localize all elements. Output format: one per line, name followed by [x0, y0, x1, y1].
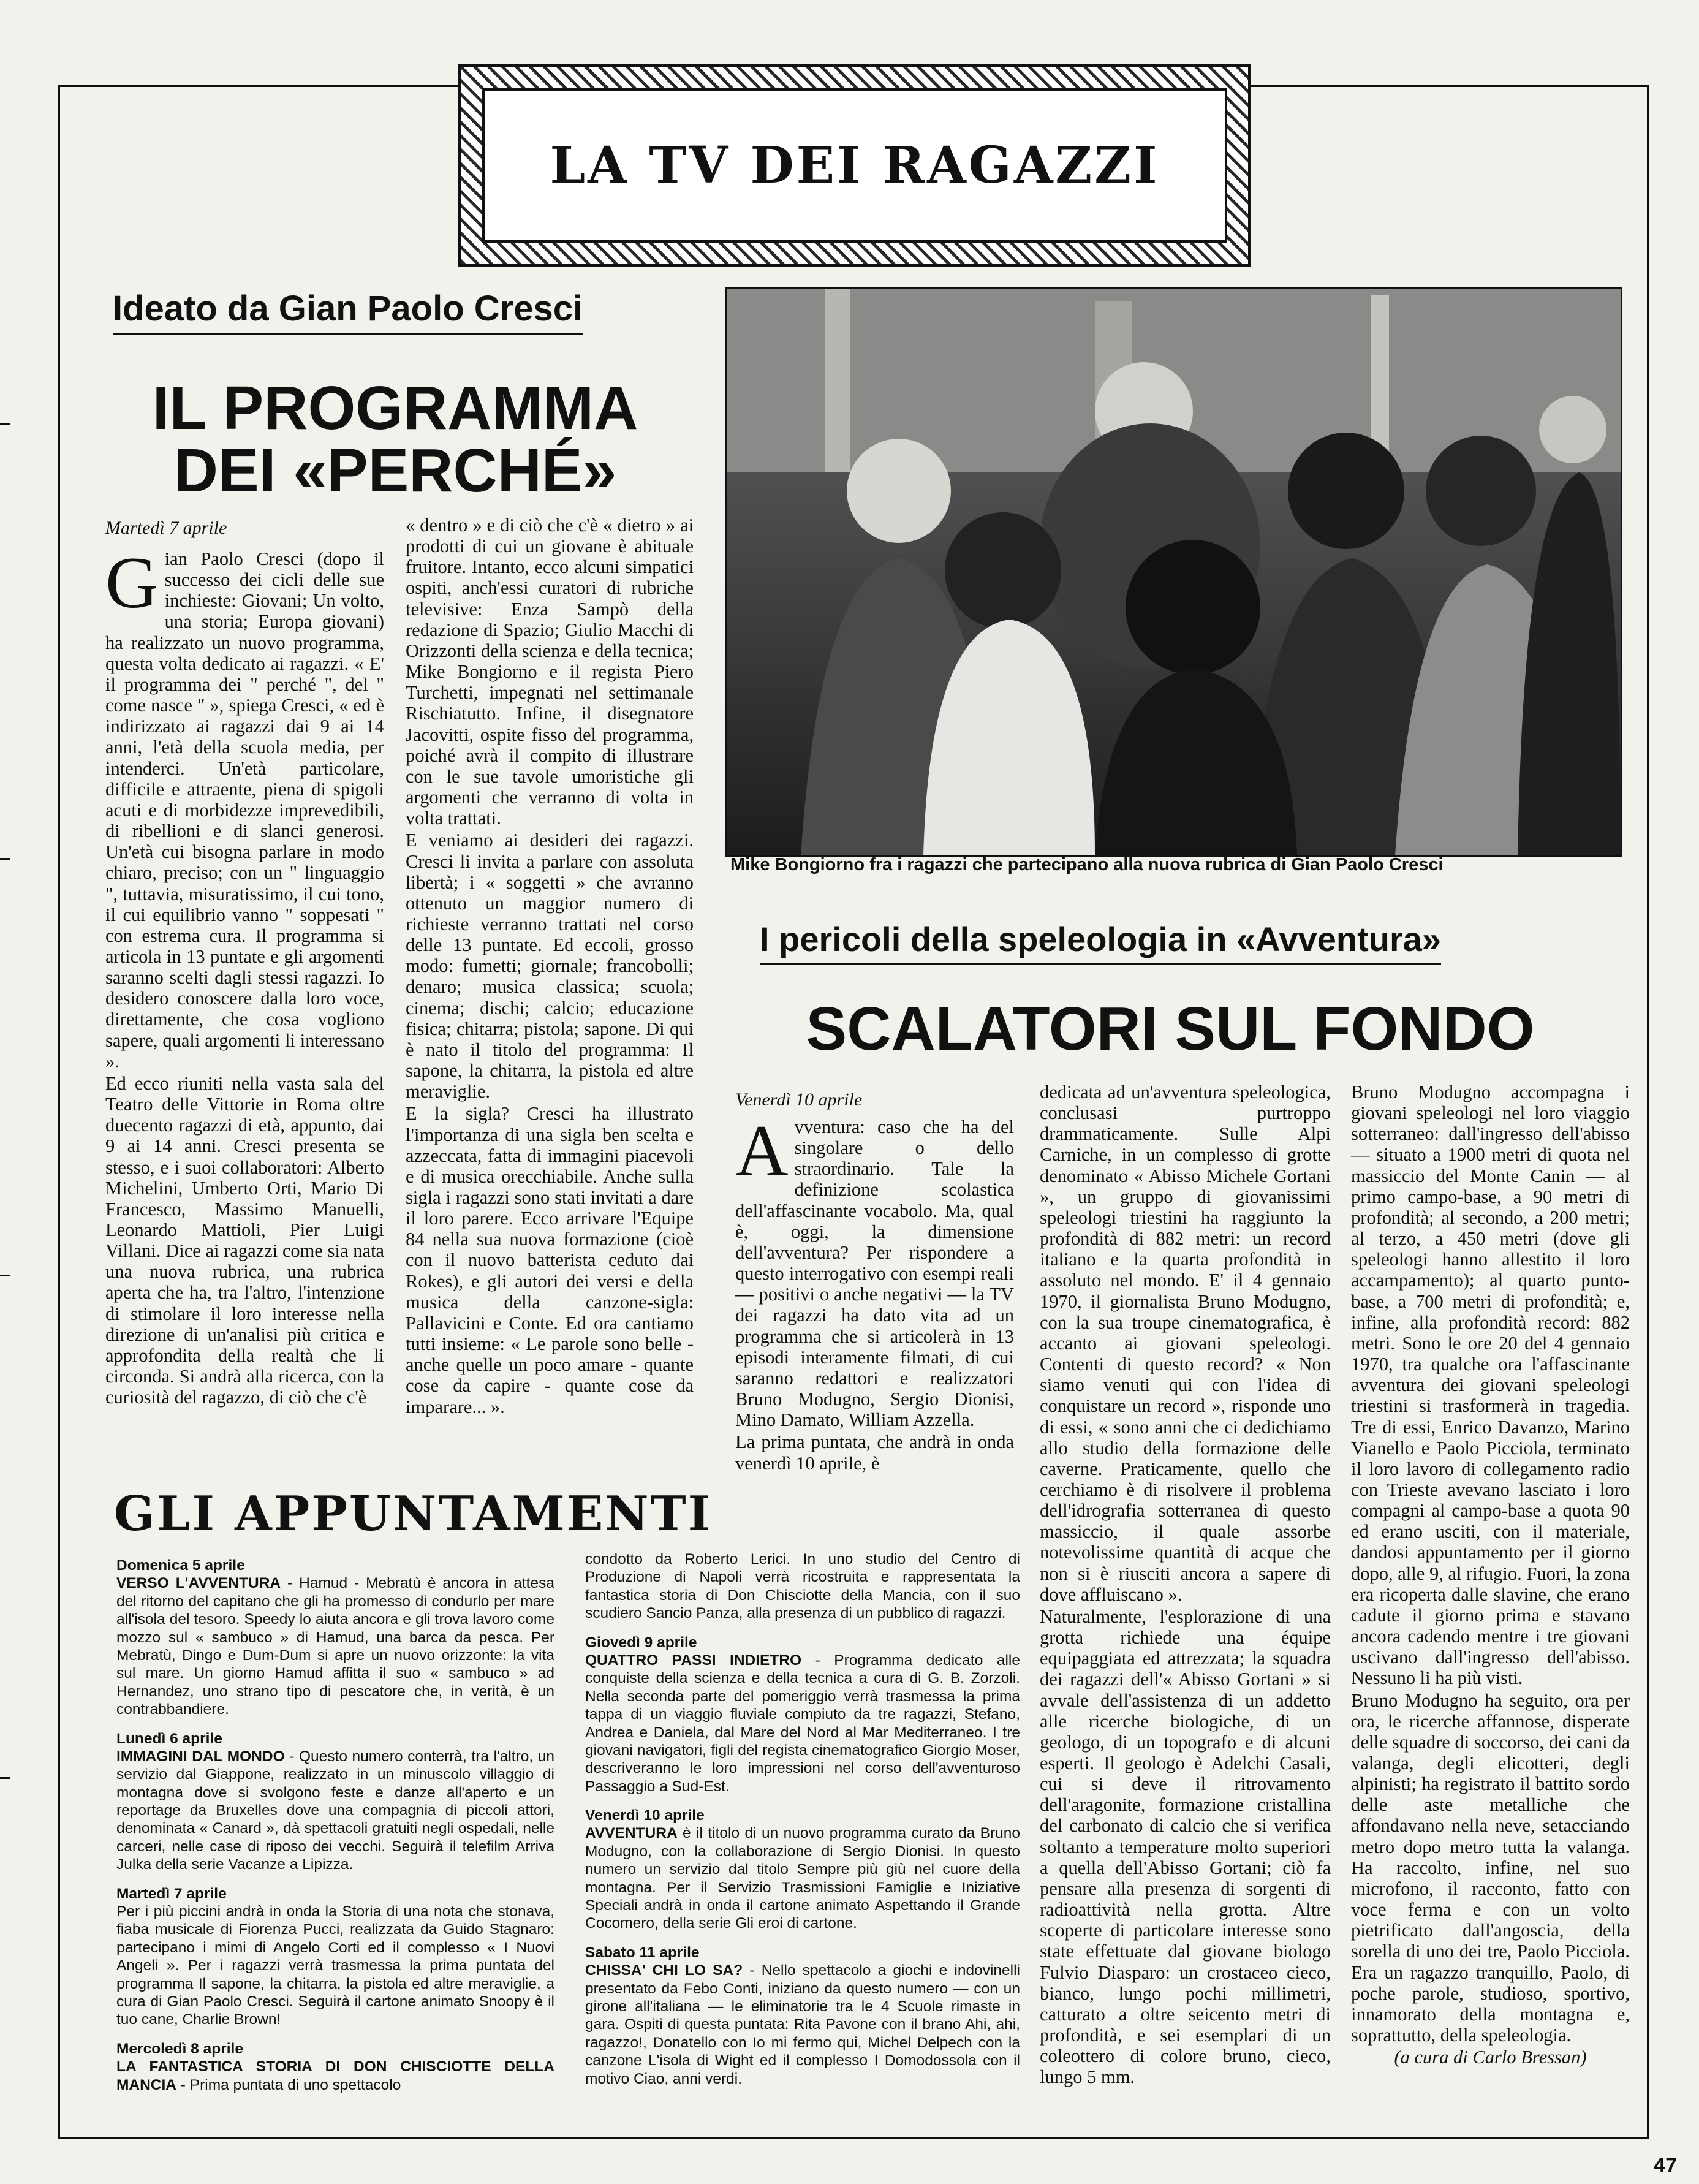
appointment-entry [585, 1824, 1020, 1932]
article2-column-1 [735, 1110, 1014, 1474]
appointment-day: Giovedì 9 aprile [585, 1634, 697, 1651]
appointment-day: Sabato 11 aprile [585, 1944, 700, 1961]
appointment-day: Domenica 5 aprile [116, 1557, 245, 1574]
program-description: - Questo numero conterrà, tra l'altro, un servizio dal Giappone, realizzato in un minuscolo villaggio di montagna dove si svolgono feste e danze all'aperto e un reportage da Bruxelles dove una compagnia di piccoli attori, denominata « Canard », dà spettacoli gratuiti negli ospedali, nelle carceri, nelle case di riposo dei vecchi. Seguirà il telefilm Arriva Julka della serie Vacanze a Lipizza. [116, 1748, 554, 1873]
appointment-entry [585, 1550, 1020, 1623]
page-number: 47 [1654, 2154, 1677, 2177]
program-title: AVVENTURA [585, 1825, 678, 1842]
article2-column-2 [1040, 1082, 1331, 2088]
margin-mark [0, 1777, 10, 1779]
article1-column-2 [406, 515, 694, 1458]
photo-illustration [727, 289, 1621, 855]
program-description: - Prima puntata di uno spettacolo [176, 2076, 401, 2093]
article2-date: Venerdì 10 aprile [735, 1090, 863, 1110]
article1-paragraph: E la sigla? Cresci ha illustrato l'importanza di una sigla ben scelta e azzeccata, fatta di immagini piacevoli e di musica orecchiabile. Anche sulla sigla i ragazzi sono stati invitati a dare il loro parere. Ecco arrivare l'Equipe 84 nella sua nuova formazione (cioè con il nuovo batterista ceduto dai Rokes), e gli autori dei versi e della musica della canzone-sigla: Pallavicini e Conte. Ed ora cantiamo tutti insieme: « Le parole sono belle - anche quelle un poco amare - quante cose da capire - quante cose da imparare... ». [406, 1103, 694, 1417]
appointments-column-2 [585, 1550, 1020, 2088]
program-description: condotto da Roberto Lerici. In uno studio del Centro di Produzione di Napoli verrà ricostruita e rappresentata la fantastica storia di Don Chisciotte della Mancia, con il suo scudiero Sancio Panza, alla presenza di un pubblico di ragazzi. [585, 1551, 1020, 1622]
article2-dropcap: A [735, 1110, 789, 1191]
article2-paragraph: vventura: caso che ha del singolare o dello straordinario. Tale la definizione scolastica dell'affascinante vocabolo. Ma, qual è, oggi, la dimensione dell'avventura? Per rispondere a questo interrogativo con esempi reali — positivi o anche negativi — la TV dei ragazzi ha dato vita ad un programma che si articolerà in 13 episodi interamente filmati, di cui saranno redattori e realizzatori Bruno Modugno, Sergio Dionisi, Mino Damato, William Azzella. [735, 1117, 1014, 1431]
article2-paragraph: Bruno Modugno ha seguito, ora per ora, le ricerche affannose, disperate delle squadre di soccorso, dei cani da valanga, degli elicotteri, degli alpinisti; ha registrato il battito sordo delle aste metalliche che affondavano nella neve, setacciando metro dopo metro tutta la valanga. Ha raccolto, infine, nel suo microfono, il racconto, fatto con voce ferma e con un volto pietrificato dall'angoscia, della sorella di uno dei tre, Paolo Picciola. Era un ragazzo tranquillo, Paolo, di poche parole, studioso, sportivo, innamorato della montagna e, soprattutto, della speleologia. [1351, 1689, 1630, 2046]
article1-headline-line2: DEI «PERCHÉ» [173, 436, 617, 505]
article1-paragraph: ian Paolo Cresci (dopo il successo dei cicli delle sue inchieste: Giovani; Un volto, una storia; Europa giovani) ha realizzato un nuovo programma, questa volta dedicato ai ragazzi. « E' il programma dei " perché ", del " come nasce " », spiega Cresci, « ed è indirizzato ai ragazzi dai 9 ai 14 anni, l'età della scuola media, per intenderci. Un'età particolare, difficile e attraente, piena di spigoli acuti e di morbidezze imprevedibili, di ribellioni e di slanci generosi. Un'età cui bisogna parlare in modo chiaro, preciso; con un " linguaggio ", tuttavia, misuratissimo, il cui tono, il cui equilibrio vanno " soppesati " con estrema cura. Il programma si articola in 13 puntate e gli argomenti saranno scelti dagli stessi ragazzi. Io desidero conoscere dalla loro voce, direttamente, che cosa vogliono sapere, quali argomenti li interessano ». [105, 548, 384, 1072]
photo-mike-bongiorno-with-children [725, 287, 1622, 857]
appointment-entry [585, 1651, 1020, 1795]
article2-credit: (a cura di Carlo Bressan) [1394, 2047, 1587, 2068]
margin-mark [0, 423, 10, 425]
program-title: CHISSA' CHI LO SA? [585, 1962, 743, 1979]
margin-mark [0, 1275, 10, 1276]
section-masthead [458, 64, 1251, 267]
article2-kicker: I pericoli della speleologia in «Avventura» [760, 919, 1441, 965]
article1-paragraph: E veniamo ai desideri dei ragazzi. Cresci li invita a parlare con assoluta libertà; i « soggetti » che avranno ottenuto un maggior numero di richieste verranno trattati nel corso delle 13 puntate. Ed eccoli, grosso modo: fumetti; giornale; francobolli; denaro; musica classica; scuola; cinema; dischi; calcio; educazione fisica; chitarra; pistola; sapone. Di qui è nato il titolo del programma: Il sapone, la chitarra, la pistola ed altre meraviglie. [406, 830, 694, 1102]
article1-dropcap: G [105, 542, 159, 623]
article1-paragraph: Ed ecco riuniti nella vasta sala del Teatro delle Vittorie in Roma oltre duecento ragazzi di età, appunto, dai 9 ai 14 anni. Cresci presenta se stesso, e i suoi collaboratori: Alberto Michelini, Umberto Orti, Mario Di Francesco, Massimo Manuelli, Leonardo Mattioli, Pier Luigi Villani. Dice ai ragazzi come sia nata una nuova rubrica, una rubrica aperta che ha, tra l'altro, l'intenzione di stimolare il loro interesse nella direzione di un'analisi più critica e approfondita della realtà che li circonda. Si andrà alla ricerca, con la curiosità del ragazzo, di ciò che c'è [105, 1072, 384, 1408]
photo-caption: Mike Bongiorno fra i ragazzi che partecipano alla nuova rubrica di Gian Paolo Cresci [730, 855, 1444, 874]
article2-headline: SCALATORI SUL FONDO [806, 995, 1535, 1063]
article2-paragraph: La prima puntata, che andrà in onda venerdì 10 aprile, è [735, 1431, 1014, 1474]
appointment-day: Mercoledì 8 aprile [116, 2040, 243, 2057]
article2-paragraph: Naturalmente, l'esplorazione di una grotta richiede una équipe equipaggiata ed attrezzata; la squadra dei ragazzi dell'« Abisso Gortani » si avvale dell'assistenza di un addetto alle ricerche biologiche, di un geologo, di un topografo e di alcuni esperti. Il geologo è Adelchi Casali, cui si deve il ritrovamento dell'aragonite, formazione cristallina del carbonato di calcio che si verifica soltanto a temperature molto superiori a quella dell'Abisso Gortani; ciò fa pensare alla presenza di sorgenti di radioattività nella grotta. Altre scoperte di particolare interesse sono state effettuate dal giovane biologo Fulvio Diasparo: un crostaceo cieco, bianco, lungo pochi millimetri, catturato a oltre seicento metri di profondità, e sei esemplari di un coleottero di colore bruno, cieco, lungo 5 mm. [1040, 1606, 1331, 2088]
article1-headline-line1: IL PROGRAMMA [152, 374, 638, 442]
article1-kicker: Ideato da Gian Paolo Cresci [113, 288, 583, 335]
appointment-entry [116, 1903, 554, 2029]
article1-headline [110, 374, 680, 505]
appointment-entry [116, 1748, 554, 1874]
article2-paragraph: Bruno Modugno accompagna i giovani speleologi nel loro viaggio sotterraneo: dall'ingresso dell'abisso — situato a 1900 metri di quota nel massiccio del Monte Canin — al primo campo-base, a 90 metri di profondità; al secondo, a 200 metri; al terzo, a 450 metri (dove gli speleologi hanno allestito il loro accampamento); al quarto punto-base, a 700 metri di profondità; e, infine, alla profondità record: 882 metri. Sono le ore 20 del 4 gennaio 1970, tra qualche ora l'affascinante avventura dei giovani speleologi triestini si trasformerà in tragedia. Tre di essi, Enrico Davanzo, Marino Vianello e Paolo Picciola, terminato il loro lavoro di collegamento radio con Trieste avevano lasciato i loro compagni al campo-base a quota 90 ed erano usciti, con il materiale, dandosi appuntamento per il giorno dopo, alle 9, al rifugio. Fuori, la zona era ricoperta dalle slavine, che erano cadute il giorno prima e stavano ancora cadendo mentre i tre giovani uscivano dall'ingresso dell'abisso. Nessuno li ha più visti. [1351, 1082, 1630, 1689]
appointments-column-1 [116, 1556, 554, 2094]
appointment-day: Venerdì 10 aprile [585, 1807, 705, 1824]
article2-paragraph: dedicata ad un'avventura speleologica, conclusasi purtroppo drammaticamente. Sulle Alpi Carniche, in un complesso di grotte denominato « Abisso Michele Gortani », un gruppo di giovanissimi speleologi triestini ha raggiunto la profondità di 882 metri: un record italiano e la quarta profondità in assoluto nel mondo. E' il 4 gennaio 1970, il giornalista Bruno Modugno, con la sua troupe cinematografica, è accanto ai giovani speleologi. Contenti di questo record? « Non siamo venuti qui con l'idea di conquistare un record », risponde uno di essi, « sono anni che ci dedichiamo allo studio della formazione delle caverne. Praticamente, quello che cerchiamo è di risolvere il problema dell'idrografia sotterranea di questo massiccio, il quale assorbe notevolissime quantità di acque che non si è riusciti ancora a sapere di dove affluiscano ». [1040, 1082, 1331, 1605]
appointment-entry [116, 2058, 554, 2094]
article2-column-3 [1351, 1082, 1630, 2099]
appointments-title: GLI APPUNTAMENTI [114, 1486, 713, 1542]
program-description: è il titolo di un nuovo programma curato da Bruno Modugno, con la collaborazione di Sergio Dionisi. In questo numero un servizio dal titolo Sempre più giù nel cuore della montagna. Per il Servizio Trasmissioni Famiglie e Iniziative Speciali andrà in onda il cartone animato Aspettando il Grande Cocomero, della serie Gli eroi di cartone. [585, 1825, 1020, 1932]
program-description: - Nello spettacolo a giochi e indovinelli presentato da Febo Conti, iniziano da questo numero — con un girone all'italiana — le eliminatorie tra le 4 Scuole rimaste in gara. Ospiti di questa puntata: Rita Pavone con il brano Ahi, ahi, ragazzo!, Donatello con Io mi fermo qui, Michel Delpech con la canzone L'isola di Wight ed il complesso I Domodossola con il motivo Ciao, anni verdi. [585, 1962, 1021, 2087]
article1-paragraph: « dentro » e di ciò che c'è « dietro » ai prodotti di cui un giovane è abituale fruitore. Intanto, ecco alcuni simpatici ospiti, anch'essi curatori di rubriche televisive: Enza Sampò della redazione di Spazio; Giulio Macchi di Orizzonti della scienza e della tecnica; Mike Bongiorno e il regista Piero Turchetti, impegnati nel settimanale Rischiatutto. Infine, il disegnatore Jacovitti, ospite fisso del programma, poiché avrà il compito di illustrare con le sue tavole umoristiche gli argomenti che verranno di volta in volta trattati. [406, 515, 694, 829]
appointment-entry [116, 1574, 554, 1718]
program-description: Per i più piccini andrà in onda la Storia di una nota che stonava, fiaba musicale di Fiorenza Pucci, realizzata da Guido Stagnaro: partecipano i mimi di Angelo Corti ed il complesso « I Nuovi Angeli ». Per i ragazzi verrà trasmessa la prima puntata del programma Il sapone, la chitarra, la pistola ed altre meraviglie, a cura di Gian Paolo Cresci. Seguirà il cartone animato Snoopy è il tuo cane, Charlie Brown! [116, 1903, 554, 2028]
program-description: - Hamud - Mebratù è ancora in attesa del ritorno del capitano che gli ha promesso di condurlo per mare all'isola del tesoro. Speedy lo aiuta ancora e gli trova lavoro come mozzo sul « sambuco » di Hamud, una barca da pesca. Per Mebratù, Dingo e Dum-Dum si apre un nuovo orizzonte: la vita sul mare. Un giorno Hamud affitta il suo « sambuco » ad Hernandez, uno strano tipo di pescatore che, in verità, è un contrabbandiere. [116, 1575, 554, 1718]
appointment-day: Lunedì 6 aprile [116, 1730, 222, 1747]
program-title: QUATTRO PASSI INDIETRO [585, 1651, 802, 1669]
appointment-entry [585, 1962, 1020, 2088]
program-description: - Programma dedicato alle conquiste della scienza e della tecnica a cura di G. B. Zorzoli. Nella seconda parte del pomeriggio verrà trasmessa la prima tappa di un viaggio fluviale compiuto da tre ragazzi, Stefano, Andrea e Daniela, dal Mare del Nord al Mar Mediterraneo. I tre giovani navigatori, figli del regista cinematografico Giorgio Moser, descriveranno le loro impressioni nel corso dell'avventuroso Passaggio a Sud-Est. [585, 1651, 1020, 1795]
margin-mark [0, 858, 10, 860]
article1-column-1 [105, 542, 384, 1458]
program-title: IMMAGINI DAL MONDO [116, 1748, 285, 1765]
program-title: LA FANTASTICA STORIA DI DON CHISCIOTTE DELLA MANCIA [116, 2058, 554, 2093]
program-title: VERSO L'AVVENTURA [116, 1575, 281, 1592]
appointment-day: Martedì 7 aprile [116, 1885, 227, 1902]
section-title: LA TV DEI RAGAZZI [550, 136, 1160, 195]
article1-date: Martedì 7 aprile [105, 518, 227, 538]
